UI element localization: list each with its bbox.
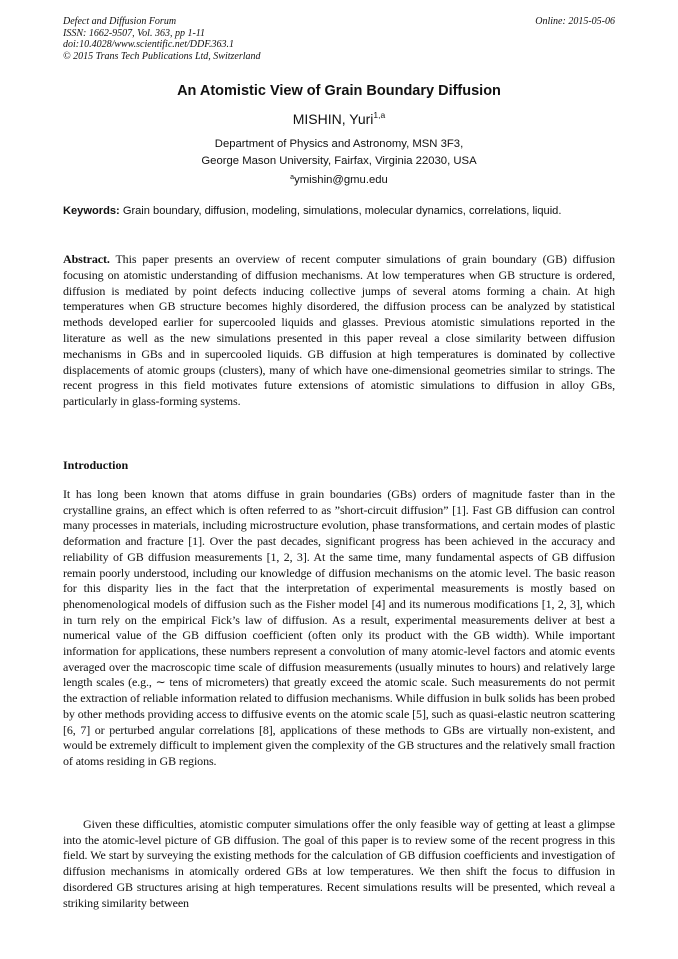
- affiliation: [0, 136, 678, 170]
- journal-header: [63, 16, 615, 62]
- email-superscript: a: [290, 174, 295, 181]
- introduction-paragraph-1: It has long been known that atoms diffuse in grain boundaries (GBs) orders of magnitude faster than in the crystalline grains, an effect which is often referred to as ”short-circuit diffusion” [1]. Fast GB diffusion can control many processes in materials, including microstructure evolution, phase transformations, and certain modes of plastic deformation and fracture [1]. Over the past decades, significant progress has been achieved in the accuracy and reliability of GB diffusion measurements [1, 2, 3]. At the same time, many fundamental aspects of GB diffusion remain poorly understood, including our knowledge of diffusion mechanisms on the atomic level. The basic reason for this disparity lies in the fact that the interpretation of experimental measurements is mostly based on phenomenological models of diffusion such as the Fisher model [4] and its numerous modifications [1, 2, 3], which in turn rely on the empirical Fick’s law of diffusion. As a result, experimental measurements deliver at best a numerical value of the GB diffusion coefficient (often only its product with the GB width). While important information for applications, these numbers represent a convolution of many atomic-level factors and atomic events averaged over the macroscopic time scale of diffusion measurements (usually minutes to hours) and relatively large length scales (e.g., ∼ tens of micrometers) that greatly exceed the atomic scale. Such measurements do not permit the extraction of reliable information related to diffusion mechanisms. While diffusion in bulk solids has been probed by other methods providing access to diffusive events on the atomic scale [5], such as quasi-elastic neutron scattering [6, 7] or perturbed angular correlations [8], applications of these methods to GBs are virtually non-existent, and would be extremely difficult to implement given the complexity of the GB structures and the relatively small fraction of atoms residing in GB regions.: [63, 487, 615, 768]
- email-address: ymishin@gmu.edu: [294, 174, 388, 186]
- issn-line: ISSN: 1662-9507, Vol. 363, pp 1-11: [63, 27, 206, 39]
- doi-line: doi:10.4028/www.scientific.net/DDF.363.1: [63, 39, 235, 50]
- abstract-label: Abstract.: [63, 252, 110, 266]
- copyright-line: © 2015 Trans Tech Publications Ltd, Switzerland: [63, 50, 261, 62]
- keywords-label: Keywords:: [63, 205, 120, 217]
- keywords: [63, 204, 615, 220]
- affiliation-line-2: George Mason University, Fairfax, Virginia 22030, USA: [201, 155, 477, 167]
- author-email: [0, 174, 678, 186]
- introduction-paragraph-2: Given these difficulties, atomistic computer simulations offer the only feasible way of getting at least a glimpse into the atomic-level picture of GB diffusion. The goal of this paper is to review some of the recent progress in this field. We start by surveying the existing methods for the calculation of GB diffusion coefficients and investigation of diffusion mechanisms in atomically ordered GBs at low temperatures. We then shift the focus to diffusion in disordered GB structures arising at high temperatures. Recent simulations results will be presented, which reveal a striking similarity between: [63, 817, 615, 910]
- journal-name: Defect and Diffusion Forum: [63, 16, 177, 27]
- author-line: [0, 110, 678, 127]
- keywords-text: Grain boundary, diffusion, modeling, simulations, molecular dynamics, correlations, liquid.: [122, 205, 562, 217]
- affiliation-line-1: Department of Physics and Astronomy, MSN 3F3,: [214, 138, 464, 150]
- introduction-heading: Introduction: [63, 458, 129, 472]
- paper-title: An Atomistic View of Grain Boundary Diffusion: [177, 83, 501, 99]
- abstract-text: This paper presents an overview of recent computer simulations of grain boundary (GB) diffusion focusing on atomistic understanding of diffusion mechanisms. At low temperatures when GB structure is ordered, diffusion is mediated by point defects inducing collective jumps of several atoms forming a chain. At high temperatures when GB structure becomes highly disordered, the diffusion process can be analyzed by statistical methods developed earlier for supercooled liquids and glasses. Previous atomistic simulations reported in the literature as well as the new simulations presented in this paper reveal a close similarity between diffusion mechanisms in GBs and in supercooled liquids. GB diffusion at high temperatures is dominated by collective displacements of atomic groups (clusters), many of which have one-dimensional geometries similar to strings. The recent progress in this field motivates future extensions of atomistic simulations to diffusion in alloy GBs, particularly in glass-forming systems.: [63, 252, 615, 409]
- online-date: Online: 2015-05-06: [535, 16, 615, 27]
- author-superscript: 1,a: [373, 110, 386, 120]
- author-name: MISHIN, Yuri: [292, 111, 374, 127]
- abstract: [63, 252, 615, 410]
